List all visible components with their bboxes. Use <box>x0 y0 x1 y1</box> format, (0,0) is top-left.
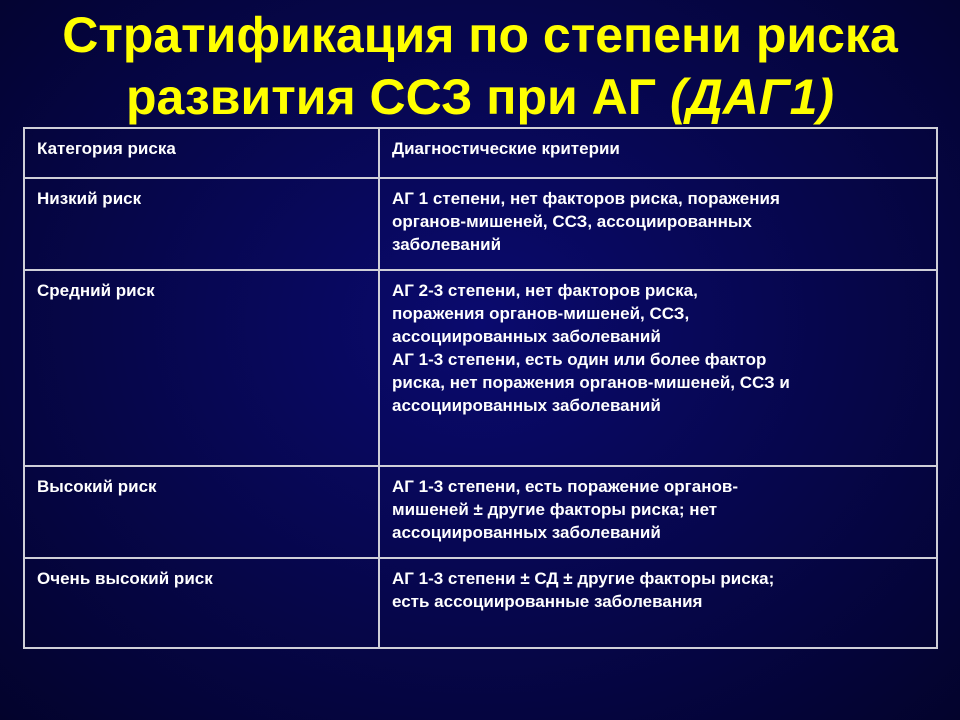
criteria-line: АГ 1-3 степени ± СД ± другие факторы риска; <box>392 569 775 588</box>
criteria-line: ассоциированных заболеваний <box>392 327 661 346</box>
category-cell-very-high: Очень высокий риск <box>24 558 379 648</box>
criteria-line: мишеней ± другие факторы риска; нет <box>392 500 718 519</box>
criteria-line: АГ 1-3 степени, есть поражение органов- <box>392 477 738 496</box>
risk-stratification-table <box>23 127 938 649</box>
title-line-2-suffix: (ДАГ1) <box>670 69 835 125</box>
title-line-2 <box>0 66 960 128</box>
table-header-row <box>24 128 937 178</box>
category-cell-high: Высокий риск <box>24 466 379 558</box>
criteria-line: органов-мишеней, ССЗ, ассоциированных <box>392 212 752 231</box>
category-cell-medium: Средний риск <box>24 270 379 466</box>
header-category-cell: Категория риска <box>24 128 379 178</box>
criteria-line: ассоциированных заболеваний <box>392 396 661 415</box>
title-line-1: Стратификация по степени риска <box>62 7 898 63</box>
criteria-line: риска, нет поражения органов-мишеней, ССЗ и <box>392 373 790 392</box>
header-criteria-cell: Диагностические критерии <box>379 128 937 178</box>
criteria-cell-medium <box>379 270 937 466</box>
title-line-2-main: развития ССЗ при АГ <box>125 69 671 125</box>
criteria-cell-low <box>379 178 937 270</box>
criteria-line: заболеваний <box>392 235 502 254</box>
criteria-cell-high <box>379 466 937 558</box>
slide-title <box>0 4 960 128</box>
criteria-line: есть ассоциированные заболевания <box>392 592 703 611</box>
category-cell-low: Низкий риск <box>24 178 379 270</box>
table-row <box>24 270 937 466</box>
criteria-line: АГ 2-3 степени, нет факторов риска, <box>392 281 698 300</box>
criteria-line: АГ 1-3 степени, есть один или более фактор <box>392 350 767 369</box>
criteria-cell-very-high <box>379 558 937 648</box>
table-row <box>24 178 937 270</box>
table-row <box>24 466 937 558</box>
criteria-line: АГ 1 степени, нет факторов риска, поражения <box>392 189 780 208</box>
criteria-line: поражения органов-мишеней, ССЗ, <box>392 304 690 323</box>
criteria-line: ассоциированных заболеваний <box>392 523 661 542</box>
table-row <box>24 558 937 648</box>
